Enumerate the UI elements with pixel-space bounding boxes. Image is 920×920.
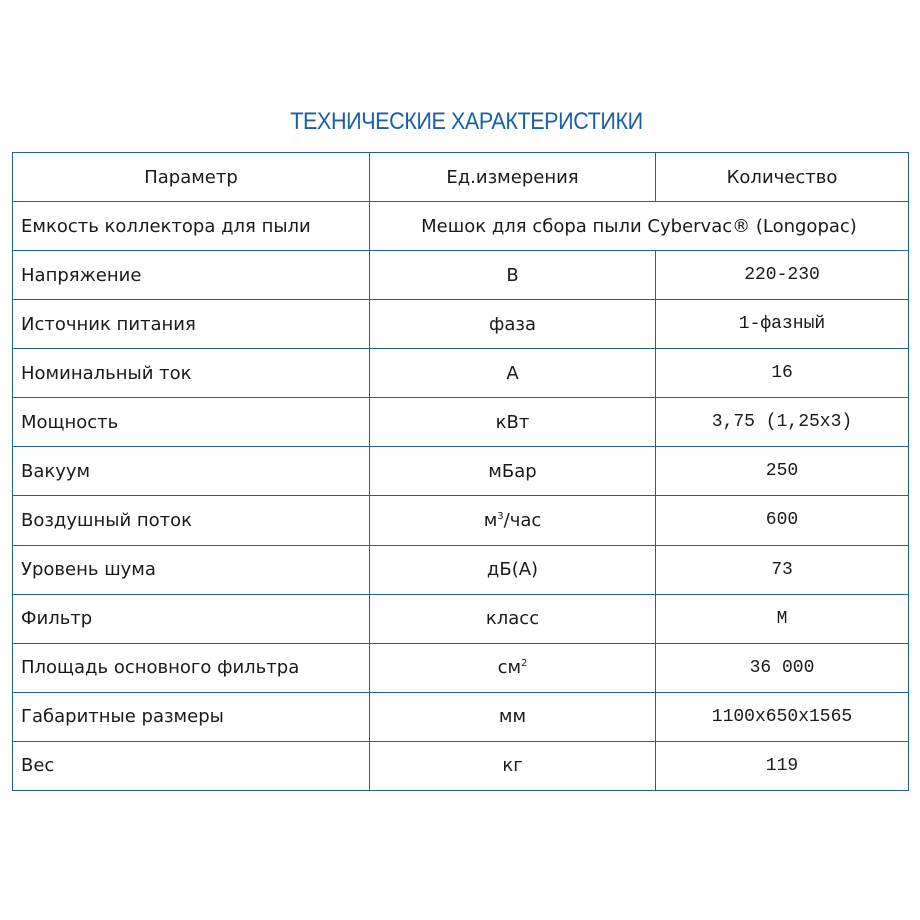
cell-unit: фаза [370, 300, 656, 349]
cell-qty: 600 [656, 496, 909, 545]
table-row [13, 349, 909, 398]
cell-param: Габаритные размеры [13, 692, 370, 741]
cell-param: Напряжение [13, 251, 370, 300]
cell-unit: кВт [370, 398, 656, 447]
spec-table [12, 152, 909, 791]
cell-unit: класс [370, 594, 656, 643]
table-row [13, 398, 909, 447]
table-header-row [13, 153, 909, 202]
header-unit: Ед.измерения [370, 153, 656, 202]
cell-param: Мощность [13, 398, 370, 447]
cell-param: Емкость коллектора для пыли [13, 202, 370, 251]
table-row [13, 251, 909, 300]
cell-unit: кг [370, 741, 656, 790]
cell-param: Вес [13, 741, 370, 790]
cell-qty: 220-230 [656, 251, 909, 300]
cell-merged-value: Мешок для сбора пыли Cybervac® (Longopac) [370, 202, 909, 251]
table-row [13, 545, 909, 594]
table-row [13, 496, 909, 545]
cell-qty: 1-фазный [656, 300, 909, 349]
unit-suffix: /час [503, 509, 542, 531]
cell-qty: M [656, 594, 909, 643]
table-row [13, 741, 909, 790]
cell-unit: мм [370, 692, 656, 741]
cell-qty: 1100x650x1565 [656, 692, 909, 741]
header-param: Параметр [13, 153, 370, 202]
table-row [13, 447, 909, 496]
cell-qty: 119 [656, 741, 909, 790]
cell-qty: 73 [656, 545, 909, 594]
cell-unit: А [370, 349, 656, 398]
cell-unit: мБар [370, 447, 656, 496]
cell-param: Фильтр [13, 594, 370, 643]
unit-base: см [497, 657, 522, 679]
cell-unit: дБ(А) [370, 545, 656, 594]
cell-qty: 36 000 [656, 643, 909, 692]
unit-base: м [483, 509, 498, 531]
header-qty: Количество [656, 153, 909, 202]
cell-unit [370, 496, 656, 545]
cell-param: Площадь основного фильтра [13, 643, 370, 692]
cell-unit [370, 643, 656, 692]
table-row [13, 300, 909, 349]
table-row [13, 202, 909, 251]
table-row [13, 643, 909, 692]
table-row [13, 692, 909, 741]
cell-qty: 3,75 (1,25x3) [656, 398, 909, 447]
cell-unit: В [370, 251, 656, 300]
unit-superscript: 3 [497, 510, 504, 522]
cell-param: Источник питания [13, 300, 370, 349]
cell-qty: 16 [656, 349, 909, 398]
unit-superscript: 2 [521, 658, 528, 670]
page-title: ТЕХНИЧЕСКИЕ ХАРАКТЕРИСТИКИ [290, 108, 643, 135]
cell-param: Уровень шума [13, 545, 370, 594]
cell-param: Воздушный поток [13, 496, 370, 545]
cell-param: Вакуум [13, 447, 370, 496]
table-row [13, 594, 909, 643]
cell-qty: 250 [656, 447, 909, 496]
cell-param: Номинальный ток [13, 349, 370, 398]
